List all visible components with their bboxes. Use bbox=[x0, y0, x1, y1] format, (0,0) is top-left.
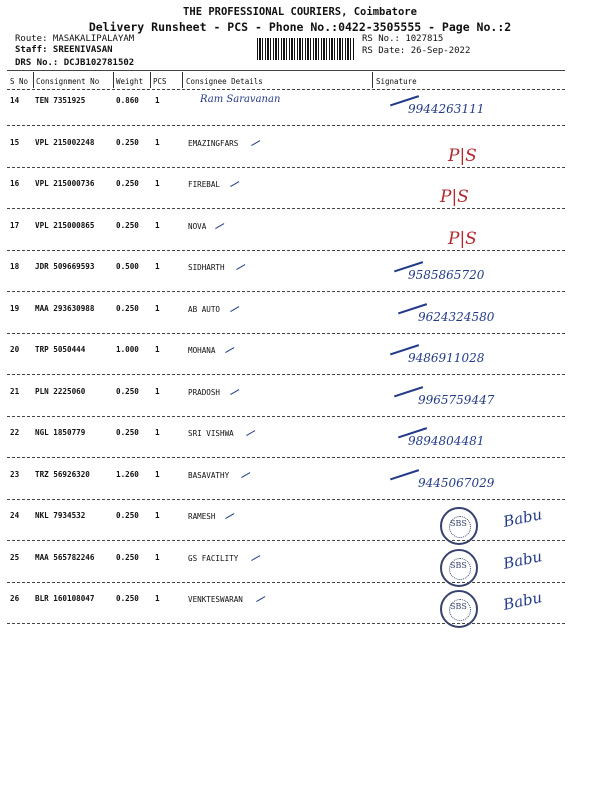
row-sno: 19 bbox=[10, 304, 20, 313]
check-mark-icon bbox=[227, 300, 240, 312]
row-pcs: 1 bbox=[155, 138, 160, 147]
row-sno: 21 bbox=[10, 387, 20, 396]
col-header-weight: Weight bbox=[116, 77, 144, 86]
row-sno: 20 bbox=[10, 345, 20, 354]
route-label: Route: MASAKALIPALAYAM bbox=[15, 34, 135, 44]
runsheet-title: Delivery Runsheet - PCS - Phone No.:0422-3505555 - Page No.:2 bbox=[88, 20, 512, 34]
row-sno: 18 bbox=[10, 262, 20, 271]
row-consignment-no: TRZ 56926320 bbox=[35, 470, 90, 479]
row-signature: 9894804481 bbox=[408, 434, 485, 448]
row-pcs: 1 bbox=[155, 96, 160, 105]
company-title: THE PROFESSIONAL COURIERS, Coimbatore bbox=[183, 6, 417, 18]
row-signature: P|S bbox=[440, 187, 469, 207]
row-consignment-no: NKL 7934532 bbox=[35, 511, 86, 520]
row-divider bbox=[7, 623, 565, 624]
row-signature-scribble bbox=[387, 460, 419, 481]
row-consignment-no: TEN 7351925 bbox=[35, 96, 86, 105]
col-header-signature: Signature bbox=[376, 77, 417, 86]
row-sno: 25 bbox=[10, 553, 20, 562]
row-weight: 0.250 bbox=[116, 221, 139, 230]
row-consignment-no: MAA 293630988 bbox=[35, 304, 95, 313]
row-pcs: 1 bbox=[155, 304, 160, 313]
row-consignment-no: VPL 215000736 bbox=[35, 179, 95, 188]
row-weight: 1.000 bbox=[116, 345, 139, 354]
row-sno: 24 bbox=[10, 511, 20, 520]
row-consignee: EMAZINGFARS bbox=[188, 139, 239, 148]
row-weight: 0.250 bbox=[116, 511, 139, 520]
row-consignment-no: TRP 5050444 bbox=[35, 345, 86, 354]
col-divider bbox=[113, 72, 114, 88]
row-weight: 0.250 bbox=[116, 428, 139, 437]
row-sno: 26 bbox=[10, 594, 20, 603]
row-weight: 0.860 bbox=[116, 96, 139, 105]
row-consignee: RAMESH bbox=[188, 512, 216, 521]
row-divider bbox=[7, 416, 565, 417]
row-signature: 9486911028 bbox=[408, 351, 485, 365]
row-consignment-no: VPL 215000865 bbox=[35, 221, 95, 230]
row-signature: Babu bbox=[501, 547, 544, 573]
row-pcs: 1 bbox=[155, 345, 160, 354]
row-pcs: 1 bbox=[155, 179, 160, 188]
check-mark-icon bbox=[222, 341, 235, 353]
rs-date: RS Date: 26-Sep-2022 bbox=[362, 46, 471, 56]
row-consignment-no: NGL 1850779 bbox=[35, 428, 86, 437]
row-signature: 9624324580 bbox=[418, 310, 495, 324]
row-signature: Babu bbox=[501, 588, 544, 614]
row-weight: 0.250 bbox=[116, 138, 139, 147]
row-weight: 0.500 bbox=[116, 262, 139, 271]
stamp-label: SBS bbox=[450, 561, 467, 570]
barcode bbox=[257, 38, 355, 60]
header-bottom-rule bbox=[7, 89, 565, 90]
row-consignment-no: BLR 160108047 bbox=[35, 594, 95, 603]
row-weight: 0.250 bbox=[116, 594, 139, 603]
row-divider bbox=[7, 125, 565, 126]
col-divider bbox=[182, 72, 183, 88]
col-divider bbox=[33, 72, 34, 88]
row-consignee: SRI VISHWA bbox=[188, 429, 234, 438]
check-mark-icon bbox=[227, 175, 240, 187]
row-consignee: NOVA bbox=[188, 222, 207, 231]
row-pcs: 1 bbox=[155, 594, 160, 603]
row-pcs: 1 bbox=[155, 511, 160, 520]
row-signature: P|S bbox=[448, 146, 477, 166]
row-pcs: 1 bbox=[155, 221, 160, 230]
check-mark-icon bbox=[237, 466, 250, 478]
col-divider bbox=[372, 72, 373, 88]
row-weight: 0.250 bbox=[116, 553, 139, 562]
check-mark-icon bbox=[211, 217, 224, 229]
check-mark-icon bbox=[253, 590, 266, 602]
col-header-pcs: PCS bbox=[153, 77, 167, 86]
row-sno: 16 bbox=[10, 179, 20, 188]
check-mark-icon bbox=[232, 258, 245, 270]
row-divider bbox=[7, 333, 565, 334]
row-pcs: 1 bbox=[155, 470, 160, 479]
row-consignee: PRADOSH bbox=[188, 388, 221, 397]
row-divider bbox=[7, 250, 565, 251]
row-divider bbox=[7, 374, 565, 375]
row-divider bbox=[7, 540, 565, 541]
row-weight: 0.250 bbox=[116, 387, 139, 396]
row-signature: 9944263111 bbox=[408, 102, 485, 116]
row-signature: 9965759447 bbox=[418, 393, 495, 407]
row-consignee: VENKTESWARAN bbox=[188, 595, 243, 604]
col-header-sno: S No bbox=[10, 77, 29, 86]
row-divider bbox=[7, 499, 565, 500]
row-divider bbox=[7, 291, 565, 292]
row-consignment-no: PLN 2225060 bbox=[35, 387, 86, 396]
row-divider bbox=[7, 208, 565, 209]
stamp-label: SBS bbox=[450, 602, 467, 611]
row-consignee: GS FACILITY bbox=[188, 554, 239, 563]
row-pcs: 1 bbox=[155, 262, 160, 271]
row-consignee: BASAVATHY bbox=[188, 471, 230, 480]
check-mark-icon bbox=[227, 383, 240, 395]
check-mark-icon bbox=[248, 134, 261, 146]
row-weight: 0.250 bbox=[116, 179, 139, 188]
row-weight: 1.260 bbox=[116, 470, 139, 479]
drs-number: DRS No.: DCJB102781502 bbox=[15, 58, 135, 68]
row-pcs: 1 bbox=[155, 553, 160, 562]
row-consignee: AB AUTO bbox=[188, 305, 221, 314]
row-sno: 17 bbox=[10, 221, 20, 230]
col-header-consignment: Consignment No bbox=[36, 77, 100, 86]
row-divider bbox=[7, 582, 565, 583]
col-header-consignee: Consignee Details bbox=[186, 77, 263, 86]
staff-label: Staff: SREENIVASAN bbox=[15, 45, 113, 55]
row-sno: 22 bbox=[10, 428, 20, 437]
col-divider bbox=[150, 72, 151, 88]
row-signature: Babu bbox=[501, 505, 544, 531]
row-consignment-no: VPL 215002248 bbox=[35, 138, 95, 147]
row-consignment-no: JDR 509669593 bbox=[35, 262, 95, 271]
row-sno: 14 bbox=[10, 96, 20, 105]
stamp-label: SBS bbox=[450, 519, 467, 528]
check-mark-icon bbox=[248, 549, 261, 561]
header-top-rule bbox=[7, 70, 565, 71]
row-divider bbox=[7, 167, 565, 168]
row-divider bbox=[7, 457, 565, 458]
row-consignee: FIREBAL bbox=[188, 180, 221, 189]
check-mark-icon bbox=[222, 507, 235, 519]
check-mark-icon bbox=[243, 424, 256, 436]
row-signature: 9585865720 bbox=[408, 268, 485, 282]
row-consignee: MOHANA bbox=[188, 346, 216, 355]
row-consignee-handwritten: Ram Saravanan bbox=[200, 94, 281, 105]
row-pcs: 1 bbox=[155, 387, 160, 396]
row-signature: 9445067029 bbox=[418, 476, 495, 490]
row-consignment-no: MAA 565782246 bbox=[35, 553, 95, 562]
row-sno: 23 bbox=[10, 470, 20, 479]
row-consignee: SIDHARTH bbox=[188, 263, 225, 272]
row-weight: 0.250 bbox=[116, 304, 139, 313]
rs-number: RS No.: 1027815 bbox=[362, 34, 444, 44]
row-sno: 15 bbox=[10, 138, 20, 147]
row-signature: P|S bbox=[448, 229, 477, 249]
row-pcs: 1 bbox=[155, 428, 160, 437]
